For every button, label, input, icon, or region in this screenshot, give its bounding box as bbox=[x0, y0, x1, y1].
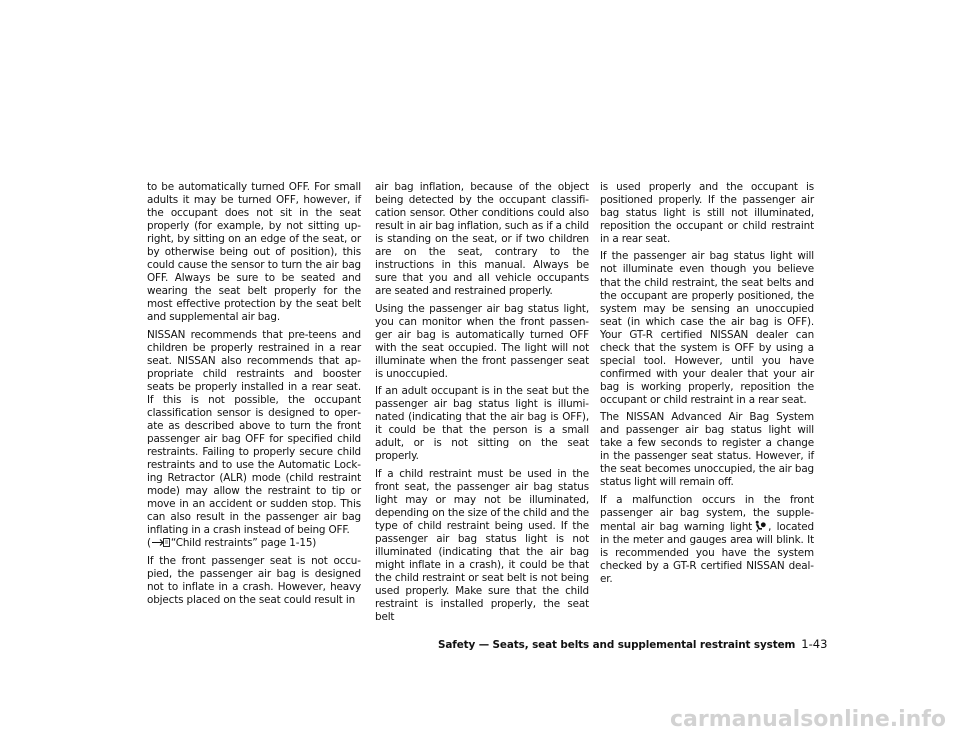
paragraph: to be automatically turned OFF. For small adults it may be turned OFF, however, if the occupant does not sit in the seat properly (for example, by not sitting upright, by sitting on an edge of the seat, or by otherwise being out of position), this could cause the sensor to turn the air bag OFF. Always be sure to be seated and wearing the seat belt properly for the most effective protection by the seat belt and supplemental air bag. bbox=[147, 181, 361, 324]
cross-reference-link[interactable]: “Child restraints” page 1-15) bbox=[170, 537, 317, 550]
paragraph-text: If a malfunction occurs in the front passenger air bag system, the supplemental air bag warning light bbox=[600, 493, 814, 533]
paragraph: air bag inflation, because of the object being detected by the occupant classification sensor. Other conditions could also result in air bag inflation, such as if a child is standing on the seat, or if two children are on the seat, contrary to the instructions in this manual. Always be sure that you and all vehicle occupants are seated and restrained properly. bbox=[375, 181, 589, 298]
paragraph bbox=[147, 329, 361, 551]
text-column-2 bbox=[375, 181, 589, 628]
text-column-1 bbox=[147, 181, 361, 611]
page-number: 1-43 bbox=[801, 637, 828, 651]
paragraph bbox=[600, 494, 814, 586]
text-column-3 bbox=[600, 181, 814, 590]
paragraph: The NISSAN Advanced Air Bag System and passenger air bag status light will take a few seconds to register a change in the passenger seat status. However, if the seat becomes unoccupied, the air bag status light will remain off. bbox=[600, 411, 814, 489]
paragraph-text: NISSAN recommends that pre-teens and children be properly restrained in a rear seat. NISSAN also recommends that appropriate child restraints and booster seats be properly installed in a rear seat. If this is not possible, the occupant classification sensor is designed to operate as described above to turn the front passenger air bag OFF for specified child restraints. Failing to properly secure child restraints and to use the Automatic Locking Retractor (ALR) mode (child restraint mode) may allow the restraint to tip or move in an accident or sudden stop. This can also result in the passenger air bag inflating in a crash instead of being OFF. bbox=[147, 328, 361, 537]
airbag-warning-light-icon bbox=[754, 520, 766, 532]
paragraph: Using the passenger air bag status light, you can monitor when the front passenger air bag is automatically turned OFF with the seat occupied. The light will not illuminate when the front passenger seat is unoccupied. bbox=[375, 302, 589, 380]
watermark: carmanualsonline.info bbox=[670, 707, 946, 732]
page-footer bbox=[438, 633, 828, 652]
paragraph: If the passenger air bag status light will not illuminate even though you believe that the child restraint, the seat belts and the occupant are properly positioned, the system may be sensing an unoccupied seat (in which case the air bag is OFF). Your GT-R certified NISSAN dealer can check that the system is OFF by using a special tool. However, until you have confirmed with your dealer that your air bag is working properly, reposition the occupant or child restraint in a rear seat. bbox=[600, 250, 814, 406]
reference-arrow-icon bbox=[151, 537, 171, 548]
paragraph: If a child restraint must be used in the front seat, the passenger air bag status light may or may not be illuminated, depending on the size of the child and the type of child restraint being used. If the passenger air bag status light is not illuminated (indicating that the air bag might inflate in a crash), it could be that the child restraint or seat belt is not being used properly. Make sure that the child restraint is installed properly, the seat belt bbox=[375, 467, 589, 624]
paragraph: If the front passenger seat is not occupied, the passenger air bag is designed not to inflate in a crash. However, heavy objects placed on the seat could result in bbox=[147, 554, 361, 606]
paragraph-text: , located in the meter and gauges area will blink. It is recommended you have the system checked by a GT-R certified NISSAN dealer. bbox=[600, 520, 814, 585]
ref-open-paren: ( bbox=[147, 537, 151, 550]
paragraph: If an adult occupant is in the seat but the passenger air bag status light is illuminated (indicating that the air bag is OFF), it could be that the person is a small adult, or is not sitting on the seat properly. bbox=[375, 385, 589, 463]
paragraph: is used properly and the occupant is positioned properly. If the passenger air bag status light is still not illuminated, reposition the occupant or child restraint in a rear seat. bbox=[600, 181, 814, 246]
footer-section-title: Safety — Seats, seat belts and supplemental restraint system bbox=[438, 639, 796, 651]
